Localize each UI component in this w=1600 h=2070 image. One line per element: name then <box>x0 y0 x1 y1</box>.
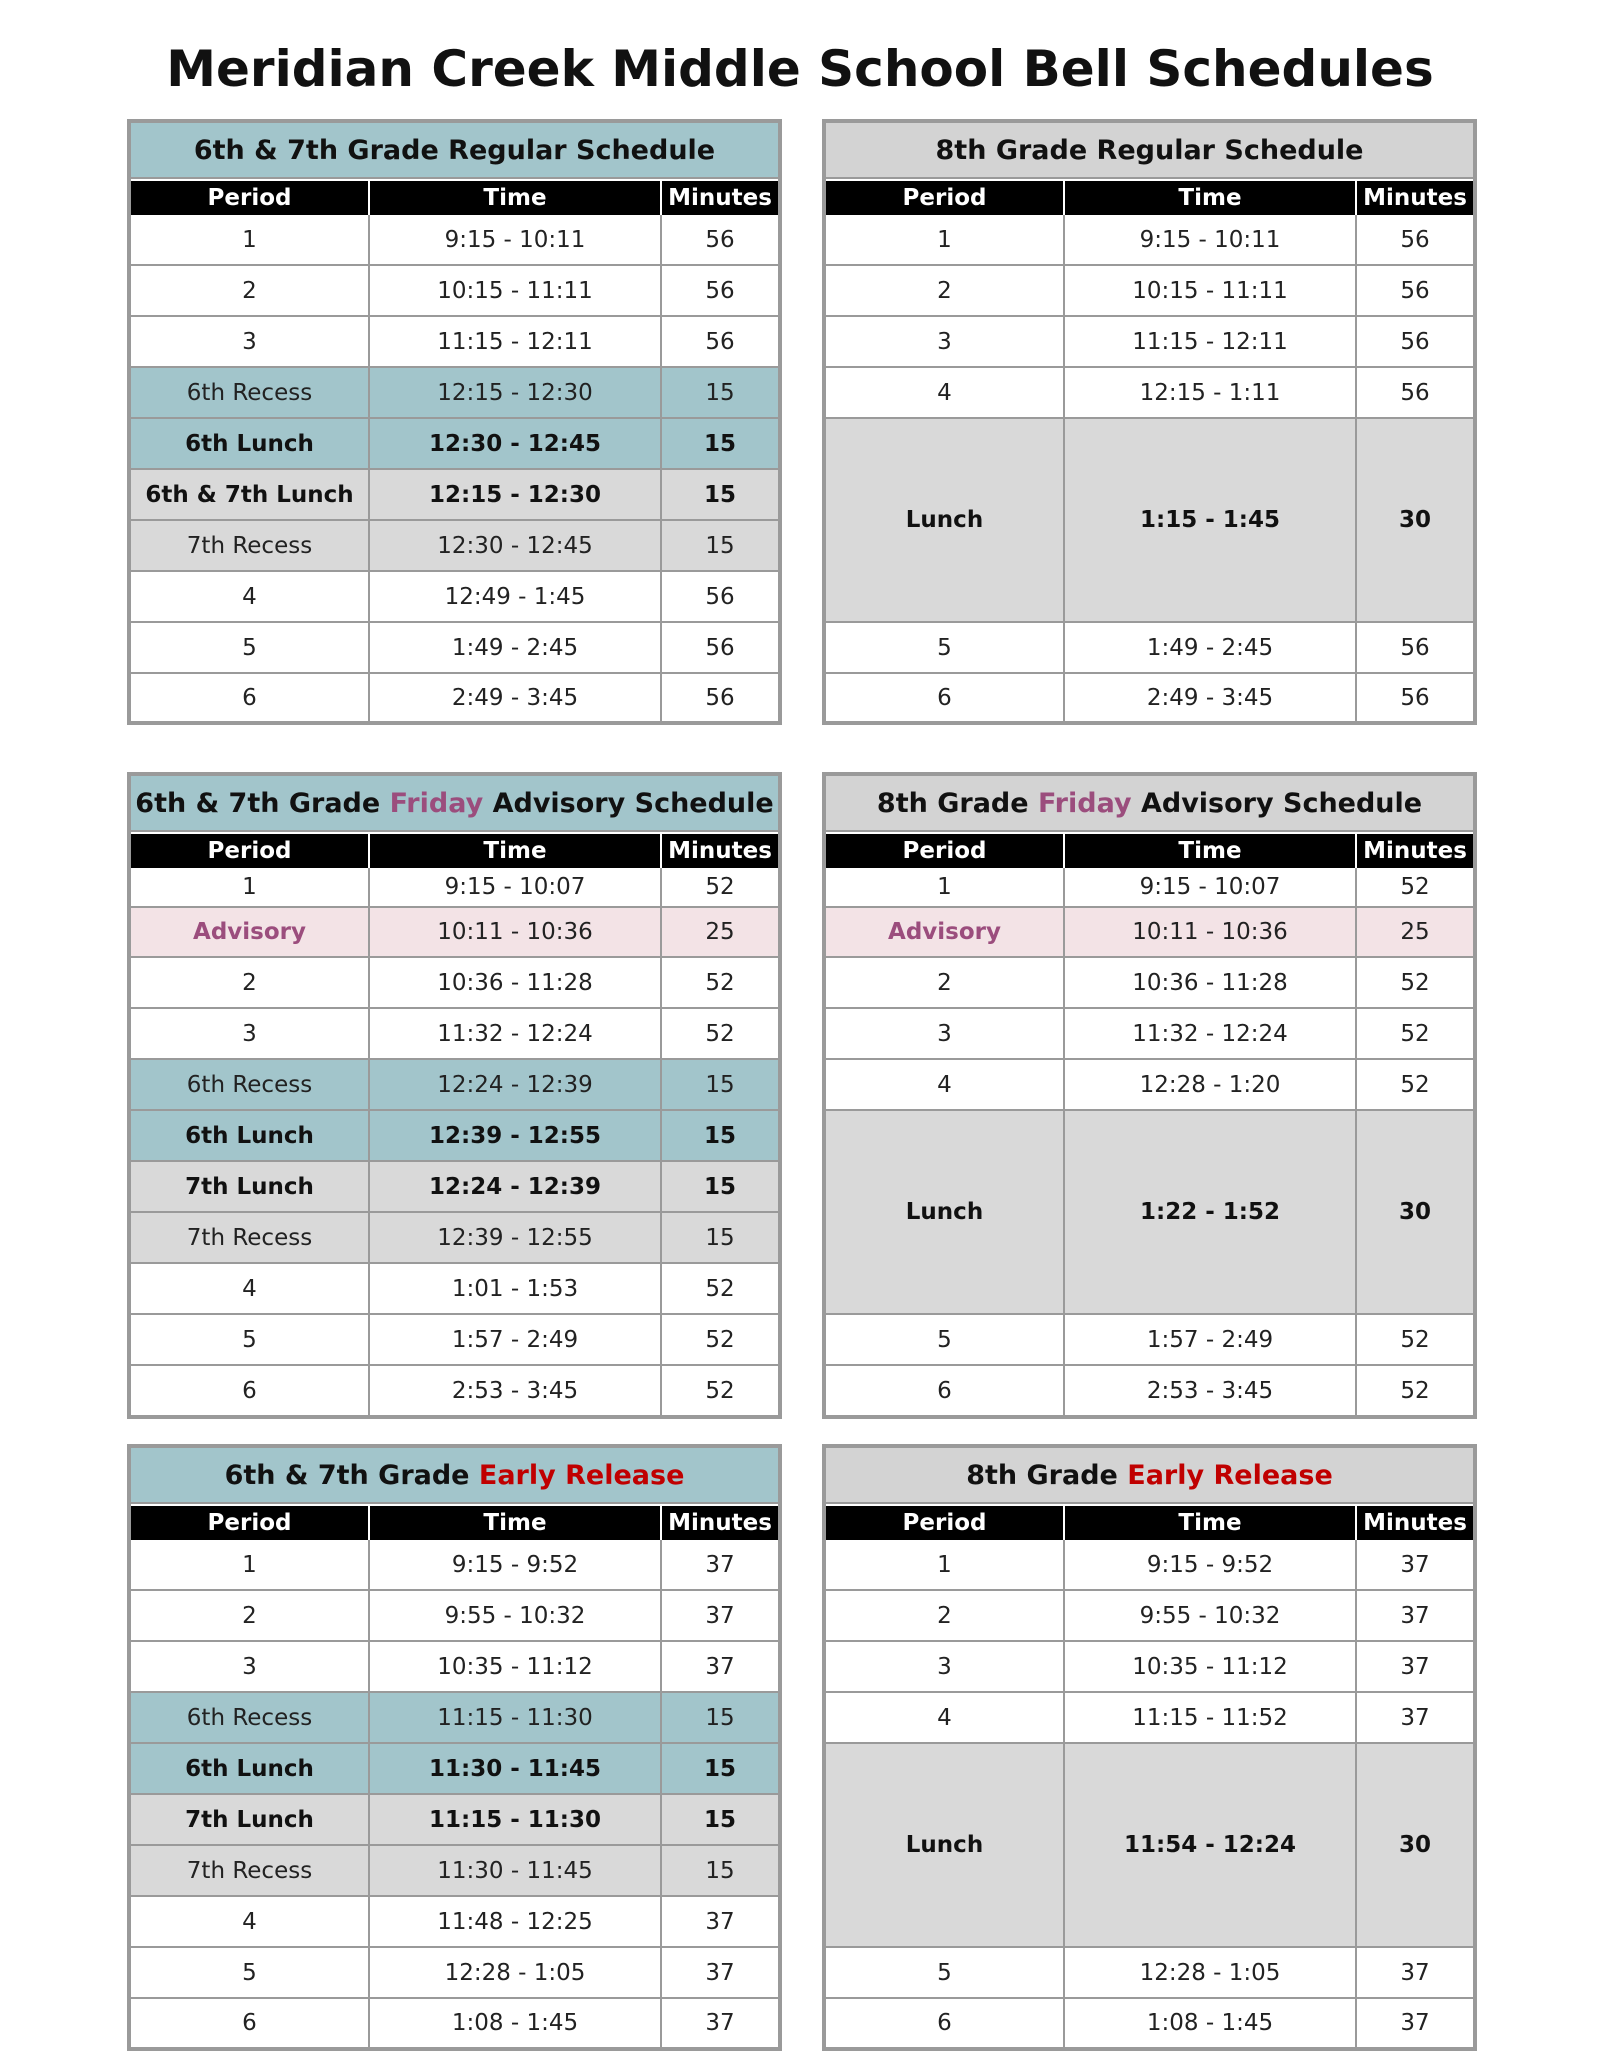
table-row <box>826 266 1473 317</box>
cell-minutes: 56 <box>705 583 735 610</box>
cell-minutes: 15 <box>703 1806 736 1833</box>
cell-time: 2:49 - 3:45 <box>370 674 662 721</box>
schedule-title-suffix: Advisory Schedule <box>483 787 774 819</box>
cell-time: 10:15 - 11:11 <box>370 266 662 315</box>
cell-period: 4 <box>826 1693 1065 1742</box>
column-header-row <box>826 1506 1473 1540</box>
cell-time: 12:15 - 1:11 <box>1065 368 1357 417</box>
cell-period: 5 <box>131 623 370 672</box>
cell-period: 6 <box>826 1999 1065 2047</box>
cell-time: 11:54 - 12:24 <box>1065 1744 1357 1946</box>
header-time: Time <box>370 1506 662 1540</box>
cell-time: 10:35 - 11:12 <box>370 1642 662 1691</box>
cell-time: 10:11 - 10:36 <box>370 908 662 956</box>
cell-minutes: 15 <box>703 430 736 457</box>
table-row <box>826 1009 1473 1060</box>
table-row <box>826 1366 1473 1415</box>
header-period: Period <box>826 1506 1065 1540</box>
cell-minutes: 30 <box>1398 1199 1431 1225</box>
cell-period: 3 <box>826 1642 1065 1691</box>
cell-period: 7th Recess <box>131 521 370 570</box>
table-row <box>131 419 778 470</box>
cell-minutes: 52 <box>1400 1377 1430 1404</box>
cell-minutes: 37 <box>1400 1551 1430 1578</box>
cell-time: 11:48 - 12:25 <box>370 1897 662 1946</box>
cell-time: 12:28 - 1:05 <box>370 1948 662 1997</box>
cell-period: 5 <box>826 1948 1065 1997</box>
header-period: Period <box>826 181 1065 215</box>
cell-minutes: 52 <box>705 1020 735 1047</box>
table-row <box>131 1846 778 1897</box>
table-row <box>826 623 1473 674</box>
header-period: Period <box>131 834 370 868</box>
cell-period: 2 <box>131 1591 370 1640</box>
cell-minutes: 15 <box>703 1755 736 1782</box>
schedule-title <box>131 776 778 832</box>
cell-time: 12:30 - 12:45 <box>370 521 662 570</box>
cell-period: 1 <box>131 868 370 906</box>
cell-minutes: 15 <box>705 379 735 406</box>
cell-time: 11:30 - 11:45 <box>370 1744 662 1793</box>
cell-period: 5 <box>826 1315 1065 1364</box>
cell-time: 9:15 - 9:52 <box>370 1540 662 1589</box>
cell-time: 2:53 - 3:45 <box>370 1366 662 1415</box>
cell-minutes: 52 <box>1400 1020 1430 1047</box>
schedule-title <box>826 123 1473 179</box>
table-row <box>131 1693 778 1744</box>
cell-period: 6 <box>826 674 1065 721</box>
table-row <box>131 1264 778 1315</box>
cell-minutes: 56 <box>1400 277 1430 304</box>
cell-period: Advisory <box>826 908 1065 956</box>
header-minutes: Minutes <box>1363 838 1467 864</box>
table-row <box>826 1999 1473 2047</box>
table-row <box>131 1009 778 1060</box>
table-row <box>131 1366 778 1415</box>
table-row <box>826 317 1473 368</box>
cell-minutes: 37 <box>705 1908 735 1935</box>
cell-minutes: 37 <box>1400 1959 1430 1986</box>
table-row <box>826 1315 1473 1366</box>
cell-period: 3 <box>131 1642 370 1691</box>
cell-period: 3 <box>131 317 370 366</box>
cell-time: 10:36 - 11:28 <box>370 958 662 1007</box>
cell-minutes: 15 <box>705 532 735 559</box>
cell-minutes: 56 <box>705 226 735 253</box>
schedule-6-7-friday-advisory <box>127 772 782 1419</box>
cell-minutes: 56 <box>1400 328 1430 355</box>
cell-period: 6th & 7th Lunch <box>131 470 370 519</box>
table-row <box>131 1060 778 1111</box>
cell-minutes: 25 <box>1400 919 1430 945</box>
cell-time: 1:57 - 2:49 <box>370 1315 662 1364</box>
cell-period: 4 <box>826 1060 1065 1109</box>
cell-period: 2 <box>826 266 1065 315</box>
cell-minutes: 56 <box>1400 379 1430 406</box>
cell-period: 2 <box>131 958 370 1007</box>
table-row <box>131 1315 778 1366</box>
header-minutes: Minutes <box>668 1510 772 1536</box>
table-row <box>131 1111 778 1162</box>
schedule-8-early-release <box>822 1444 1477 2051</box>
cell-period: Lunch <box>826 1744 1065 1946</box>
cell-minutes: 56 <box>1400 684 1430 711</box>
cell-minutes: 15 <box>703 481 736 508</box>
table-row <box>131 1897 778 1948</box>
schedule-6-7-regular <box>127 119 782 725</box>
cell-minutes: 15 <box>705 1704 735 1731</box>
table-row <box>826 1948 1473 1999</box>
cell-time: 11:32 - 12:24 <box>1065 1009 1357 1058</box>
cell-minutes: 56 <box>705 684 735 711</box>
schedule-title-text: 6th & 7th Grade <box>135 787 390 819</box>
cell-period: 7th Recess <box>131 1846 370 1895</box>
cell-period: 1 <box>131 215 370 264</box>
cell-minutes: 52 <box>1400 874 1430 900</box>
table-row <box>131 958 778 1009</box>
table-row <box>826 1060 1473 1111</box>
header-minutes: Minutes <box>1363 1510 1467 1536</box>
header-minutes: Minutes <box>668 838 772 864</box>
cell-minutes: 37 <box>1400 1653 1430 1680</box>
cell-period: 4 <box>131 1264 370 1313</box>
header-time: Time <box>1065 1506 1357 1540</box>
cell-minutes: 37 <box>1400 2010 1430 2036</box>
cell-minutes: 37 <box>1400 1602 1430 1629</box>
schedule-title-text: 8th Grade Regular Schedule <box>935 134 1364 166</box>
header-minutes: Minutes <box>668 185 772 211</box>
table-row <box>826 1642 1473 1693</box>
cell-period: 1 <box>826 868 1065 906</box>
column-header-row <box>131 1506 778 1540</box>
cell-minutes: 15 <box>705 1071 735 1098</box>
cell-minutes: 37 <box>705 1959 735 1986</box>
header-time: Time <box>1065 834 1357 868</box>
table-row <box>131 521 778 572</box>
table-row <box>826 1591 1473 1642</box>
cell-minutes: 52 <box>705 874 735 900</box>
cell-time: 9:55 - 10:32 <box>1065 1591 1357 1640</box>
cell-period: 2 <box>826 1591 1065 1640</box>
cell-minutes: 52 <box>705 969 735 996</box>
schedule-title-text: 8th Grade <box>876 787 1038 819</box>
table-row-lunch <box>826 1111 1473 1315</box>
cell-minutes: 56 <box>705 328 735 355</box>
header-period: Period <box>826 834 1065 868</box>
table-row <box>131 674 778 721</box>
schedule-8-friday-advisory <box>822 772 1477 1419</box>
cell-minutes: 52 <box>705 1377 735 1404</box>
cell-period: 5 <box>826 623 1065 672</box>
table-row <box>131 1642 778 1693</box>
table-row <box>131 317 778 368</box>
table-row-advisory <box>131 908 778 958</box>
cell-minutes: 52 <box>705 1326 735 1353</box>
schedule-8-regular <box>822 119 1477 725</box>
cell-minutes: 15 <box>703 1122 736 1149</box>
schedule-title-keyword: Friday <box>1037 787 1132 819</box>
schedule-title-suffix: Advisory Schedule <box>1131 787 1423 819</box>
cell-time: 11:15 - 12:11 <box>1065 317 1357 366</box>
cell-minutes: 56 <box>1400 226 1430 253</box>
cell-period: 6 <box>131 1366 370 1415</box>
cell-time: 11:15 - 12:11 <box>370 317 662 366</box>
cell-period: 5 <box>131 1315 370 1364</box>
table-row <box>131 470 778 521</box>
cell-time: 12:15 - 12:30 <box>370 470 662 519</box>
cell-time: 1:57 - 2:49 <box>1065 1315 1357 1364</box>
cell-minutes: 56 <box>705 277 735 304</box>
header-time: Time <box>370 181 662 215</box>
cell-minutes: 37 <box>1400 1704 1430 1731</box>
schedule-title-text: 6th & 7th Grade Regular Schedule <box>193 134 716 166</box>
cell-period: 1 <box>826 215 1065 264</box>
cell-minutes: 37 <box>705 1551 735 1578</box>
cell-time: 11:32 - 12:24 <box>370 1009 662 1058</box>
schedule-title-text: 8th Grade <box>966 1459 1128 1491</box>
cell-period: 7th Lunch <box>131 1162 370 1211</box>
cell-period: 6th Lunch <box>131 1744 370 1793</box>
table-row <box>131 572 778 623</box>
cell-time: 1:49 - 2:45 <box>1065 623 1357 672</box>
cell-minutes: 52 <box>705 1275 735 1302</box>
cell-period: 6 <box>131 1999 370 2047</box>
cell-period: 6th Lunch <box>131 419 370 468</box>
cell-period: Advisory <box>131 908 370 956</box>
table-row <box>131 1948 778 1999</box>
schedule-title <box>826 1448 1473 1504</box>
schedule-title <box>131 123 778 179</box>
cell-time: 9:15 - 10:11 <box>1065 215 1357 264</box>
table-row-lunch <box>826 1744 1473 1948</box>
table-row <box>131 1795 778 1846</box>
cell-period: 6th Recess <box>131 368 370 417</box>
table-row <box>131 266 778 317</box>
cell-period: 7th Recess <box>131 1213 370 1262</box>
table-row <box>131 1744 778 1795</box>
header-time: Time <box>370 834 662 868</box>
header-period: Period <box>131 181 370 215</box>
schedule-6-7-early-release <box>127 1444 782 2051</box>
cell-minutes: 56 <box>1400 634 1430 661</box>
table-row <box>826 215 1473 266</box>
schedule-title-keyword: Early Release <box>1127 1459 1333 1491</box>
cell-time: 9:15 - 10:11 <box>370 215 662 264</box>
cell-time: 9:55 - 10:32 <box>370 1591 662 1640</box>
column-header-row <box>826 181 1473 215</box>
cell-minutes: 56 <box>705 634 735 661</box>
cell-time: 12:24 - 12:39 <box>370 1162 662 1211</box>
cell-time: 1:08 - 1:45 <box>370 1999 662 2047</box>
cell-time: 12:24 - 12:39 <box>370 1060 662 1109</box>
table-row <box>131 1162 778 1213</box>
cell-period: Lunch <box>826 1111 1065 1313</box>
table-row <box>826 674 1473 721</box>
cell-minutes: 52 <box>1400 1071 1430 1098</box>
cell-time: 9:15 - 9:52 <box>1065 1540 1357 1589</box>
cell-period: 6 <box>826 1366 1065 1415</box>
table-row <box>826 1693 1473 1744</box>
table-row <box>131 1999 778 2047</box>
cell-time: 12:49 - 1:45 <box>370 572 662 621</box>
cell-time: 2:53 - 3:45 <box>1065 1366 1357 1415</box>
table-row <box>131 868 778 908</box>
cell-time: 9:15 - 10:07 <box>1065 868 1357 906</box>
cell-time: 12:30 - 12:45 <box>370 419 662 468</box>
cell-period: 2 <box>826 958 1065 1007</box>
table-row-lunch <box>826 419 1473 623</box>
cell-time: 10:36 - 11:28 <box>1065 958 1357 1007</box>
table-row <box>826 1540 1473 1591</box>
header-period: Period <box>131 1506 370 1540</box>
cell-period: 3 <box>826 317 1065 366</box>
cell-minutes: 25 <box>705 919 735 945</box>
column-header-row <box>131 181 778 215</box>
cell-time: 1:15 - 1:45 <box>1065 419 1357 621</box>
table-row <box>131 368 778 419</box>
cell-minutes: 52 <box>1400 1326 1430 1353</box>
cell-minutes: 37 <box>705 2010 735 2036</box>
cell-time: 9:15 - 10:07 <box>370 868 662 906</box>
table-row <box>826 868 1473 908</box>
cell-minutes: 37 <box>705 1602 735 1629</box>
cell-minutes: 30 <box>1398 507 1431 533</box>
table-row <box>131 1213 778 1264</box>
cell-time: 12:39 - 12:55 <box>370 1111 662 1160</box>
schedule-title-keyword: Early Release <box>478 1459 685 1491</box>
column-header-row <box>131 834 778 868</box>
cell-time: 10:15 - 11:11 <box>1065 266 1357 315</box>
cell-period: 4 <box>131 1897 370 1946</box>
cell-period: 4 <box>826 368 1065 417</box>
cell-time: 1:01 - 1:53 <box>370 1264 662 1313</box>
cell-minutes: 30 <box>1398 1832 1431 1858</box>
cell-minutes: 52 <box>1400 969 1430 996</box>
schedule-title <box>826 776 1473 832</box>
cell-time: 12:28 - 1:05 <box>1065 1948 1357 1997</box>
cell-time: 10:11 - 10:36 <box>1065 908 1357 956</box>
cell-time: 2:49 - 3:45 <box>1065 674 1357 721</box>
cell-minutes: 37 <box>705 1653 735 1680</box>
cell-time: 12:28 - 1:20 <box>1065 1060 1357 1109</box>
cell-minutes: 15 <box>703 1173 736 1200</box>
page-title: Meridian Creek Middle School Bell Schedules <box>166 40 1434 98</box>
cell-time: 1:49 - 2:45 <box>370 623 662 672</box>
cell-period: 6th Recess <box>131 1693 370 1742</box>
table-row <box>131 1540 778 1591</box>
cell-time: 12:15 - 12:30 <box>370 368 662 417</box>
schedule-title-keyword: Friday <box>389 787 484 819</box>
cell-time: 11:15 - 11:30 <box>370 1795 662 1844</box>
schedule-title <box>131 1448 778 1504</box>
table-row <box>131 215 778 266</box>
cell-period: 3 <box>826 1009 1065 1058</box>
cell-time: 11:15 - 11:30 <box>370 1693 662 1742</box>
schedule-title-text: 6th & 7th Grade <box>224 1459 479 1491</box>
cell-period: 3 <box>131 1009 370 1058</box>
column-header-row <box>826 834 1473 868</box>
cell-minutes: 15 <box>705 1224 735 1251</box>
header-minutes: Minutes <box>1363 185 1467 211</box>
cell-time: 12:39 - 12:55 <box>370 1213 662 1262</box>
cell-time: 1:22 - 1:52 <box>1065 1111 1357 1313</box>
cell-time: 11:30 - 11:45 <box>370 1846 662 1895</box>
header-time: Time <box>1065 181 1357 215</box>
cell-period: 7th Lunch <box>131 1795 370 1844</box>
cell-period: 4 <box>131 572 370 621</box>
table-row <box>826 958 1473 1009</box>
cell-period: Lunch <box>826 419 1065 621</box>
cell-period: 5 <box>131 1948 370 1997</box>
cell-period: 1 <box>131 1540 370 1589</box>
table-row <box>131 623 778 674</box>
table-row <box>826 368 1473 419</box>
cell-period: 6 <box>131 674 370 721</box>
cell-period: 1 <box>826 1540 1065 1589</box>
cell-period: 2 <box>131 266 370 315</box>
cell-period: 6th Recess <box>131 1060 370 1109</box>
cell-minutes: 15 <box>705 1857 735 1884</box>
cell-time: 10:35 - 11:12 <box>1065 1642 1357 1691</box>
cell-time: 11:15 - 11:52 <box>1065 1693 1357 1742</box>
cell-period: 6th Lunch <box>131 1111 370 1160</box>
table-row-advisory <box>826 908 1473 958</box>
cell-time: 1:08 - 1:45 <box>1065 1999 1357 2047</box>
table-row <box>131 1591 778 1642</box>
